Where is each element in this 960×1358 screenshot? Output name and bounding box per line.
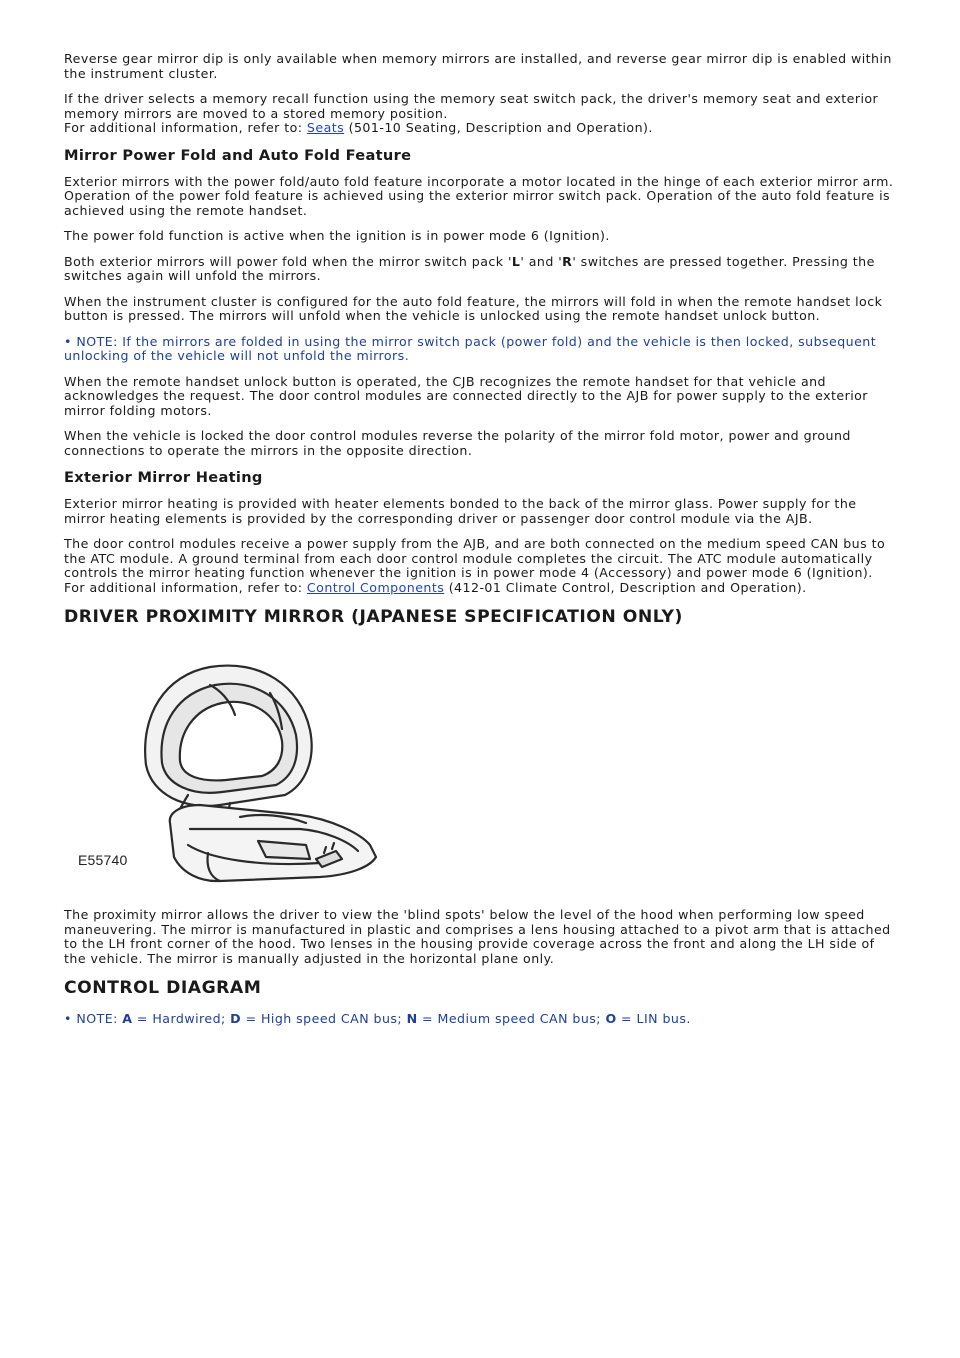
heading-mirror-heating: Exterior Mirror Heating [64, 469, 263, 486]
paragraph-fold-active: The power fold function is active when the ignition is in power mode 6 (Ignition). [64, 228, 610, 243]
refer-prefix: For additional information, refer to: [64, 120, 307, 135]
legend-key-o: O [605, 1011, 617, 1026]
paragraph-polarity: When the vehicle is locked the door control modules reverse the polarity of the mirror fold motor, power and ground connections to operate the mirrors in the opposite direction. [64, 428, 851, 458]
heading-proximity-mirror: DRIVER PROXIMITY MIRROR (JAPANESE SPECIFICATION ONLY) [64, 607, 683, 627]
note-folded-locked: • NOTE: If the mirrors are folded in using the mirror switch pack (power fold) and the vehicle is then locked, subsequent unlocking of the vehicle will not unfold the mirrors. [64, 333, 877, 363]
manual-page [64, 52, 894, 1038]
paragraph-switch-pack [64, 255, 894, 284]
legend-prefix: • NOTE: [64, 1011, 123, 1026]
legend-key-d: D [230, 1011, 242, 1026]
paragraph-auto-fold: When the instrument cluster is configured for the auto fold feature, the mirrors will fold in when the remote handset lock button is pressed. The mirrors will unfold when the vehicle is unlocked using the remote handset unlock button. [64, 293, 883, 323]
note-bus-legend [64, 1012, 894, 1027]
paragraph-memory-recall [64, 92, 894, 136]
control-components-link[interactable]: Control Components [306, 579, 445, 595]
switch-text-c: ' switches are pressed together. Pressing the switches again will unfold the mirrors. [64, 253, 875, 283]
heating-control-text: The door control modules receive a power supply from the AJB, and are both connected on the medium speed CAN bus to the ATC module. A ground terminal from each door control module completes the circuit. The ATC module automatically controls the mirror heating function whenever the ignition is in power mode 4 (Accessory) and power mode 6 (Ignition). [64, 536, 886, 580]
paragraph-heating-control [64, 537, 894, 595]
legend-text-o: = LIN bus. [616, 1011, 691, 1026]
legend-text-a: = Hardwired; [132, 1011, 231, 1026]
switch-text-b: ' and ' [520, 253, 563, 269]
refer-suffix-2: (412-01 Climate Control, Description and Operation). [444, 579, 807, 595]
heading-power-fold: Mirror Power Fold and Auto Fold Feature [64, 146, 412, 164]
refer-prefix-2: For additional information, refer to: [64, 579, 307, 595]
paragraph-reverse-dip: Reverse gear mirror dip is only available when memory mirrors are installed, and reverse gear mirror dip is enabled within the instrument cluster. [64, 51, 892, 81]
legend-key-n: N [406, 1011, 418, 1026]
switch-text-a: Both exterior mirrors will power fold when the mirror switch pack ' [64, 253, 512, 269]
paragraph-heater-elements: Exterior mirror heating is provided with heater elements bonded to the back of the mirror glass. Power supply for the mirror heating elements is provided by the corresponding driver or passenger door control module via the AJB. [64, 496, 857, 526]
switch-key-r: R [562, 253, 573, 269]
switch-key-l: L [511, 253, 521, 269]
proximity-mirror-figure [70, 645, 400, 892]
seats-link[interactable]: Seats [306, 120, 345, 135]
refer-suffix: (501-10 Seating, Description and Operation). [344, 120, 653, 135]
heading-control-diagram: CONTROL DIAGRAM [64, 978, 262, 998]
legend-text-d: = High speed CAN bus; [241, 1011, 407, 1026]
paragraph-proximity-mirror: The proximity mirror allows the driver to view the 'blind spots' below the level of the hood when performing low speed maneuvering. The mirror is manufactured in plastic and comprises a lens housing attached to a pivot arm that is attached to the LH front corner of the hood. Two lenses in the housing provide coverage across the front and along the LH side of the vehicle. The mirror is manually adjusted in the horizontal plane only. [64, 907, 891, 966]
paragraph-remote-unlock: When the remote handset unlock button is operated, the CJB recognizes the remote handset for that vehicle and acknowledges the request. The door control modules are connected directly to the AJB for power supply to the exterior mirror folding motors. [64, 373, 868, 418]
paragraph-fold-motor: Exterior mirrors with the power fold/auto fold feature incorporate a motor located in the hinge of each exterior mirror arm. Operation of the power fold feature is achieved using the exterior mirror switch pack. Operation of the auto fold feature is achieved using the remote handset. [64, 173, 894, 218]
memory-recall-text: If the driver selects a memory recall function using the memory seat switch pack, the driver's memory seat and exterior memory mirrors are moved to a stored memory position. [64, 91, 879, 121]
legend-key-a: A [122, 1011, 133, 1026]
legend-text-n: = Medium speed CAN bus; [417, 1011, 606, 1026]
figure-id-label: E55740 [78, 852, 128, 868]
